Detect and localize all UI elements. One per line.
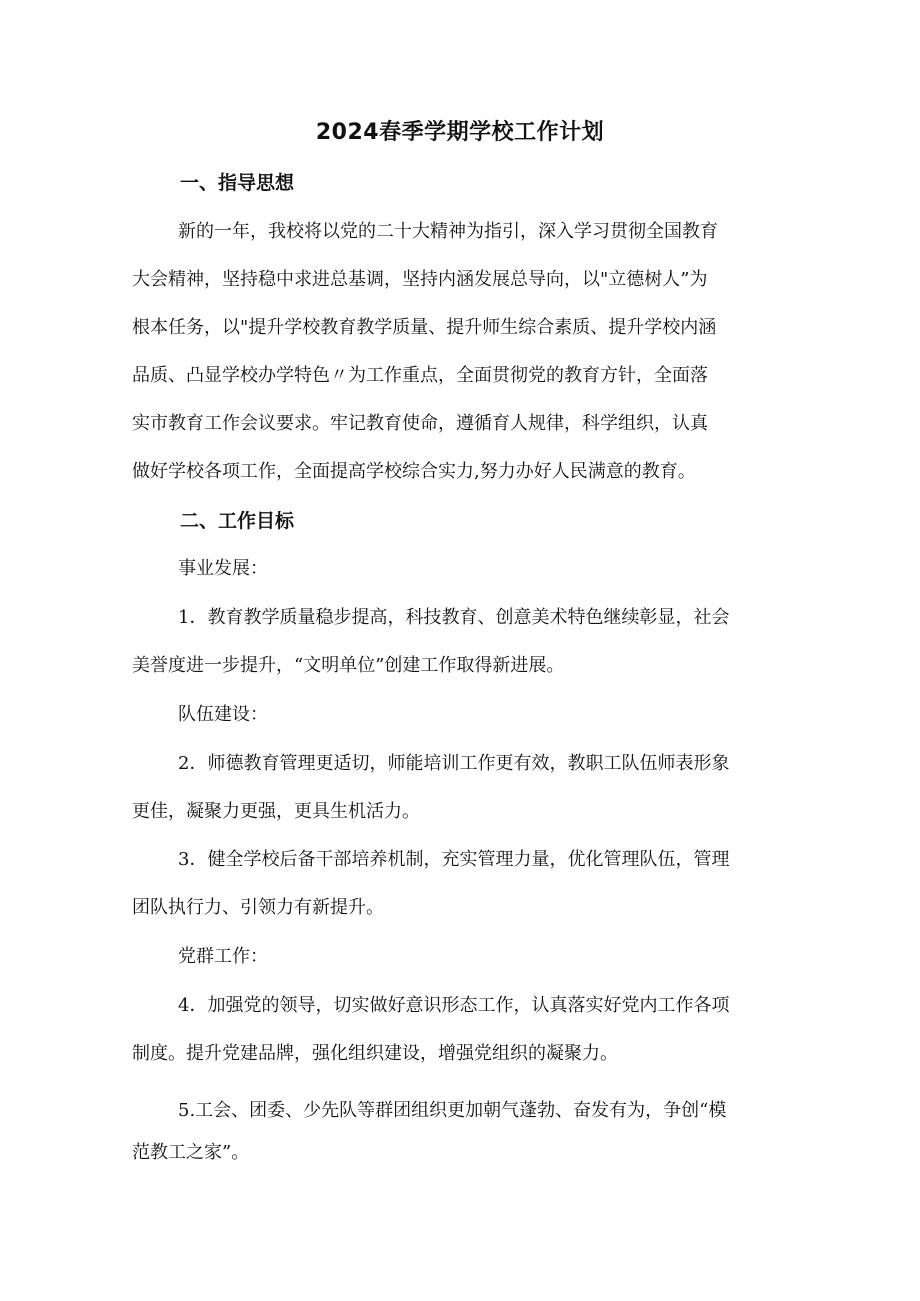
goal-item-3 (132, 836, 792, 932)
goal-category-career-development: 事业发展： (178, 558, 268, 579)
paragraph-line: 2．师德教育管理更适切，师能培训工作更有效，教职工队伍师表形象 (178, 753, 730, 774)
document-title: 2024春季学期学校工作计划 (315, 120, 605, 145)
paragraph-line: 制度。提升党建品牌，强化组织建设，增强党组织的凝聚力。 (132, 1043, 618, 1064)
paragraph-line: 美誉度进一步提升，“文明单位”创建工作取得新进展。 (132, 655, 565, 676)
paragraph-line: 大会精神，坚持稳中求进总基调，坚持内涵发展总导向，以"立德树人”为 (132, 269, 708, 290)
paragraph-line: 3．健全学校后备干部培养机制，充实管理力量，优化管理队伍，管理 (178, 849, 730, 870)
goal-category-team-building: 队伍建设： (178, 704, 268, 725)
goal-item-4 (132, 982, 792, 1078)
section-heading-guiding-ideology: 一、指导思想 (180, 172, 295, 194)
goal-item-2 (132, 740, 792, 836)
paragraph-line: 做好学校各项工作，全面提高学校综合实力,努力办好人民满意的教育。 (132, 461, 696, 482)
paragraph-line: 4．加强党的领导，切实做好意识形态工作，认真落实好党内工作各项 (178, 995, 730, 1016)
goal-item-5 (132, 1090, 792, 1174)
paragraph-line: 1．教育教学质量稳步提高，科技教育、创意美术特色继续彰显，社会 (178, 607, 730, 628)
guiding-ideology-paragraph (132, 208, 792, 496)
paragraph-line: 新的一年，我校将以党的二十大精神为指引，深入学习贯彻全国教育 (178, 221, 718, 242)
goal-item-1 (132, 594, 792, 690)
paragraph-line: 5.工会、团委、少先队等群团组织更加朝气蓬勃、奋发有为，争创“模 (178, 1100, 727, 1121)
paragraph-line: 团队执行力、引领力有新提升。 (132, 897, 384, 918)
goal-category-party-mass-work: 党群工作： (178, 946, 268, 967)
paragraph-line: 品质、凸显学校办学特色〃为工作重点，全面贯彻党的教育方针，全面落 (132, 365, 708, 386)
paragraph-line: 范教工之家”。 (132, 1142, 250, 1163)
paragraph-line: 更佳，凝聚力更强，更具生机活力。 (132, 801, 420, 822)
section-heading-work-goals: 二、工作目标 (180, 510, 295, 532)
paragraph-line: 根本任务，以"提升学校教育教学质量、提升师生综合素质、提升学校内涵 (132, 317, 717, 338)
paragraph-line: 实市教育工作会议要求。牢记教育使命，遵循育人规律，科学组织，认真 (132, 413, 708, 434)
